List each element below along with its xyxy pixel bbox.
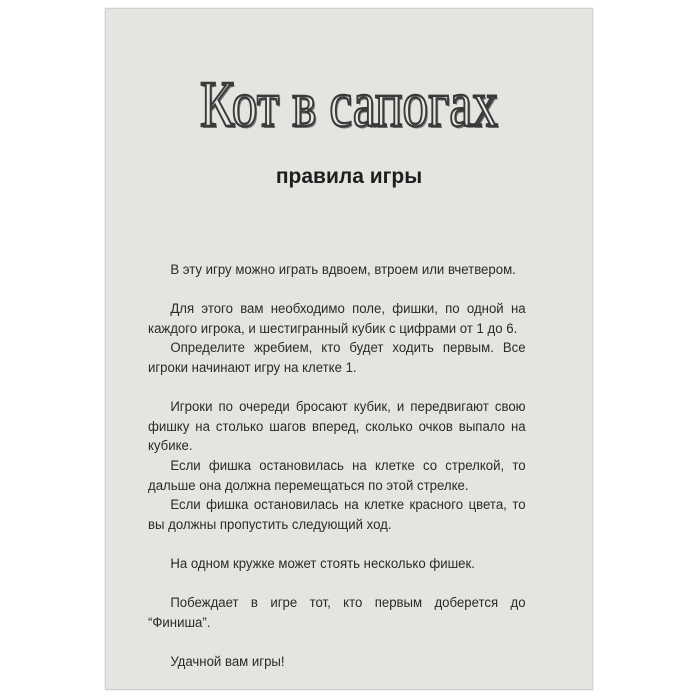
rules-paragraph: Для этого вам необходимо поле, фишки, по одной на каждого игрока, и шестигранный кубик с цифрами от 1 до 6. [148,301,526,337]
rules-paragraph: В эту игру можно играть вдвоем, втроем или вчетвером. [170,262,516,278]
rules-paragraph: Побеждает в игре тот, кто первым доберется до “Финиша”. [148,595,526,631]
document-title: Кот в сапогах [199,68,499,141]
rules-body [148,261,526,672]
rules-sheet [105,8,593,690]
rules-paragraph: Удачной вам игры! [170,653,285,670]
rules-paragraph: Определите жребием, кто будет ходить первым. Все игроки начинают игру на клетке 1. [148,340,526,376]
rules-paragraph: Игроки по очереди бросают кубик, и передвигают свою фишку на столько шагов вперед, сколько очков выпало на кубике. [148,399,526,455]
document-subtitle: правила игры [275,165,423,188]
rules-paragraph: Если фишка остановилась на клетке со стрелкой, то дальше она должна перемещаться по этой стрелке. [148,457,526,494]
rules-paragraph: На одном кружке может стоять несколько фишек. [170,555,475,572]
rules-paragraph: Если фишка остановилась на клетке красного цвета, то вы должны пропустить следующий ход. [148,497,526,533]
